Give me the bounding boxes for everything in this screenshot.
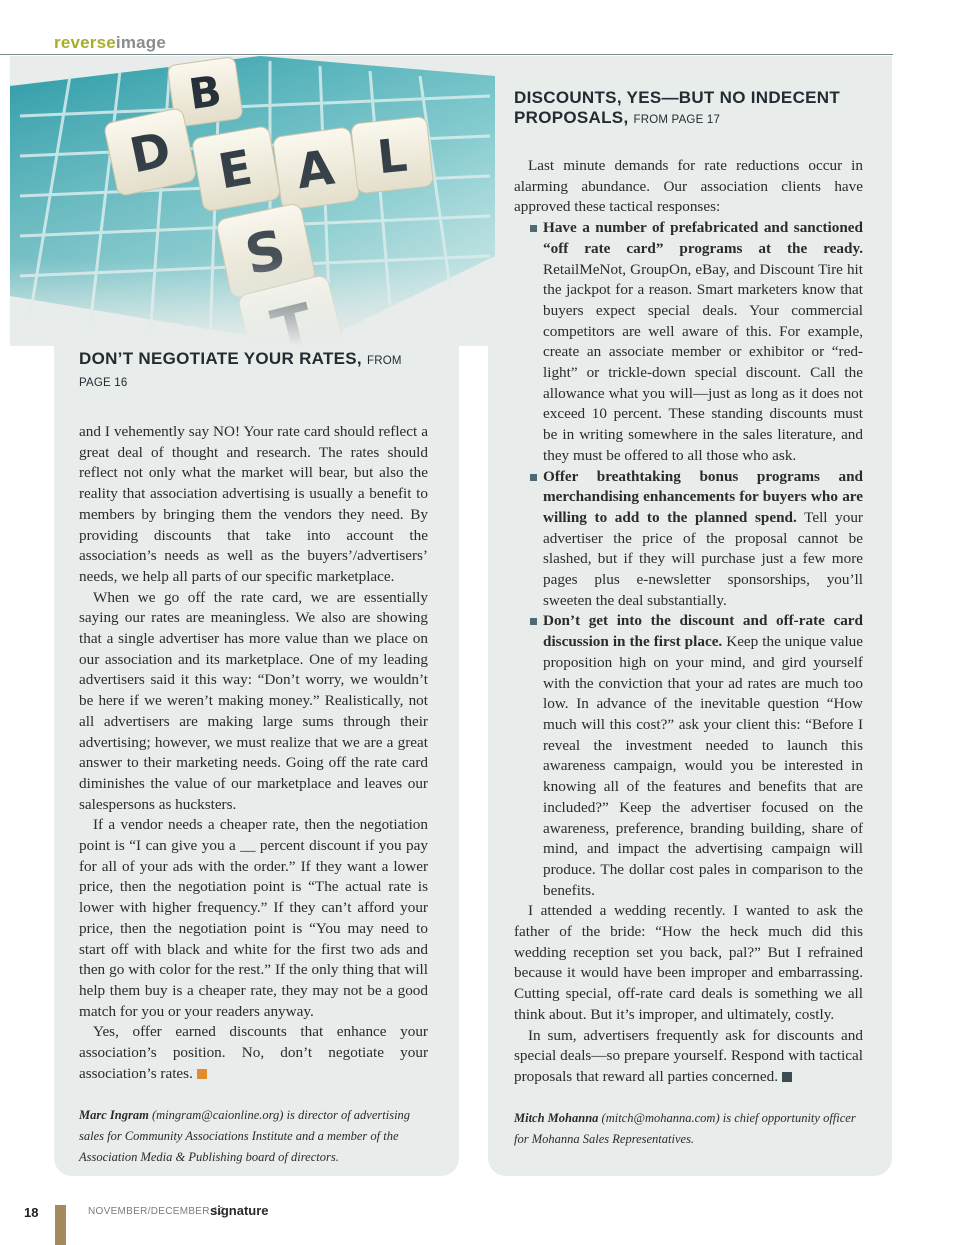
left-headline xyxy=(79,349,428,393)
header-rule xyxy=(0,54,893,55)
left-paragraph: If a vendor needs a cheaper rate, then the negotiation point is “I can give you a __ percent discount if you pay for all of your ads with the order.” If they want a lower price, then the negotiation point is “The actual rate is lower with higher frequency.” If they can’t afford your price, then the negotiation point is “You may need to start off with black and white for the first two ads and then go with color for the rest.” If the only thing that will help them buy is a cheaper rate, they may not be a good match for you or your readers anyway. xyxy=(79,816,428,1020)
right-paragraph-final-text: In sum, advertisers frequently ask for discounts and special deals—so prepare yourself. Respond with tactical proposals that reward all parties concerned. xyxy=(514,1026,863,1085)
bullet-text: RetailMeNot, GroupOn, eBay, and Discount Tire hit the jackpot for a reason. Smart marketers know that buyers expect special deals. Your commercial competitors are well aware of this. For example, create an associate member or exhibitor or “red-light” or trickle-down special discount. Call the allowance what you will—just as long as it does not exceed 10 percent. These standing discounts must be in writing somewhere in the sales literature, and they must be offered to all those who ask. xyxy=(543,260,863,464)
right-headline xyxy=(514,88,863,130)
end-mark-icon xyxy=(197,1069,207,1079)
bullet-lead: Offer breathtaking bonus programs and merchandising enhancements for buyers who are willing to add to the planned spend. xyxy=(543,467,863,526)
left-body xyxy=(79,422,428,1085)
right-article xyxy=(514,88,863,1150)
left-author-bio xyxy=(79,1105,428,1168)
section-tag xyxy=(54,33,166,53)
right-headline-text: DISCOUNTS, YES—BUT NO INDECENT PROPOSALS, xyxy=(514,88,841,127)
left-author-name: Marc Ingram xyxy=(79,1107,149,1122)
bullet-text: Tell your advertiser the price of the proposal cannot be slashed, but if they will purchase just a few more pages plus e-newsletter sponsorships, you’ll sweeten the deal substantially. xyxy=(543,508,863,609)
section-tag-part1: reverse xyxy=(54,33,116,52)
list-item xyxy=(514,218,863,466)
left-article xyxy=(79,349,428,1168)
bullet-lead: Have a number of prefabricated and sanctioned “off rate card” programs at the ready. xyxy=(543,219,863,257)
list-item xyxy=(514,611,863,901)
right-paragraph-final xyxy=(514,1026,863,1088)
list-item xyxy=(514,467,863,612)
bullet-text: Keep the unique value proposition high on your mind, and gird yourself with the conviction that your ad rates are much too low. In advance of the inevitable question “How much will this cost?” ask your client this: “Before I reveal the investment needed to launch this awareness campaign, would you be interested in knowing all of the features and benefits that are included?” Keep the advertiser focused on the awareness, preference, branding building, share of mind, and impact the advertising campaign will produce. The dollar cost pales in comparison to the benefits. xyxy=(543,633,864,899)
bullet-lead: Don’t get into the discount and off-rate card discussion in the first place. xyxy=(543,612,863,651)
right-bullet-list xyxy=(514,218,863,901)
right-paragraph: I attended a wedding recently. I wanted to ask the father of the bride: “How the heck much did this wedding reception set you back, pal?” But I refrained because it would have been improper and embarrassing. Cutting special, off-rate card deals is something we all think about. But it’s improper, and ultimately, costly. xyxy=(514,902,863,1023)
left-author-bio-text: (mingram@caionline.org) is director of advertising sales for Community Associations Institute and a member of the Association Media & Publishing board of directors. xyxy=(79,1107,411,1164)
left-paragraph: and I vehemently say NO! Your rate card should reflect a great deal of thought and research. The rates should reflect not only what the market will bear, but also the reality that association advertising is usually a benefit to members by bringing them the vendors they need. By providing discounts that take into account the association’s needs as well as the buyers’/advertisers’ needs, we help all parts of our specific marketplace. xyxy=(79,423,428,585)
right-author-bio xyxy=(514,1108,863,1150)
right-body xyxy=(514,156,863,1088)
bullet-square-icon xyxy=(530,618,537,625)
right-author-bio-text: (mitch@mohanna.com) is chief opportunity officer for Mohanna Sales Representatives. xyxy=(514,1110,856,1146)
right-from-page: FROM PAGE 17 xyxy=(633,114,721,126)
footer-accent-bar xyxy=(55,1205,66,1245)
page-number: 18 xyxy=(24,1205,39,1220)
left-headline-text: DON’T NEGOTIATE YOUR RATES, xyxy=(79,349,362,368)
right-author-name: Mitch Mohanna xyxy=(514,1110,599,1125)
end-mark-icon xyxy=(782,1072,792,1082)
left-paragraph-final-text: Yes, offer earned discounts that enhance your association’s position. No, don’t negotiate your association’s rates. xyxy=(79,1023,428,1082)
scrabble-tiles-image xyxy=(10,56,495,346)
left-paragraph: When we go off the rate card, we are essentially saying our rates are meaningless. We also are showing that a single advertiser has more value than we place on our association and its marketplace. One of my leading advertisers said it this way: “Don’t worry, we wouldn’t be here if we weren’t making money.” Realistically, not all advertisers are making large sums through their advertising; however, we must realize that we are a great answer to their marketing needs. Going off the rate card diminishes the value of our marketplace and leaves our salespersons as hucksters. xyxy=(79,588,428,813)
bullet-square-icon xyxy=(530,225,537,232)
issue-date: NOVEMBER/DECEMBER 12 xyxy=(88,1206,225,1217)
right-intro: Last minute demands for rate reductions occur in alarming abundance. Our association clients have approved these tactical responses: xyxy=(514,157,863,216)
section-tag-part2: image xyxy=(115,33,167,52)
left-from-page: FROM PAGE 16 xyxy=(79,355,402,389)
magazine-name: signature xyxy=(210,1203,269,1218)
bullet-square-icon xyxy=(530,474,537,481)
left-paragraph-final xyxy=(79,1022,428,1084)
